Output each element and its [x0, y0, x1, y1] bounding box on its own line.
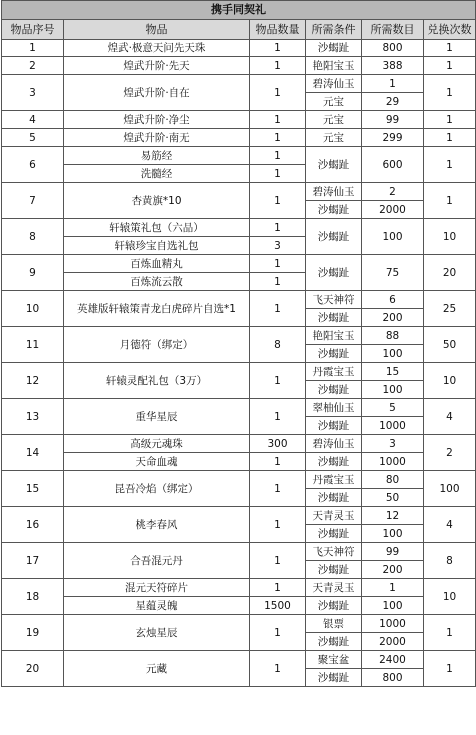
required-condition: 沙蝎趾: [306, 345, 362, 363]
item-name: 杏黄旗*10: [64, 183, 250, 219]
table-row: [2, 129, 476, 147]
required-condition: 飞天神符: [306, 543, 362, 561]
exchange-times: 25: [424, 291, 476, 327]
item-number: 17: [2, 543, 64, 579]
header-required-amount: 所需数目: [362, 20, 424, 40]
item-number: 15: [2, 471, 64, 507]
required-amount: 2000: [362, 201, 424, 219]
exchange-times: 1: [424, 183, 476, 219]
table-row: [2, 291, 476, 309]
item-name: 昆吾冷焰（绑定）: [64, 471, 250, 507]
required-condition: 沙蝎趾: [306, 561, 362, 579]
required-amount: 600: [362, 147, 424, 183]
item-quantity: 1: [250, 363, 306, 399]
required-condition: 元宝: [306, 129, 362, 147]
exchange-times: 1: [424, 615, 476, 651]
required-condition: 沙蝎趾: [306, 525, 362, 543]
table-row: [2, 327, 476, 345]
exchange-table: [1, 0, 476, 687]
item-quantity: 1: [250, 75, 306, 111]
required-condition: 翠柚仙玉: [306, 399, 362, 417]
exchange-times: 1: [424, 129, 476, 147]
required-condition: 沙蝎趾: [306, 489, 362, 507]
required-condition: 元宝: [306, 93, 362, 111]
item-quantity: 1: [250, 255, 306, 273]
required-condition: 沙蝎趾: [306, 381, 362, 399]
item-quantity: 1500: [250, 597, 306, 615]
required-amount: 2000: [362, 633, 424, 651]
required-condition: 沙蝎趾: [306, 201, 362, 219]
item-name: 元藏: [64, 651, 250, 687]
required-amount: 15: [362, 363, 424, 381]
item-quantity: 1: [250, 291, 306, 327]
required-condition: 天青灵玉: [306, 507, 362, 525]
item-name: 桃李春风: [64, 507, 250, 543]
item-name: 轩辕灵配礼包（3万）: [64, 363, 250, 399]
required-condition: 碧涛仙玉: [306, 75, 362, 93]
item-number: 5: [2, 129, 64, 147]
item-name: 高级元魂珠: [64, 435, 250, 453]
required-condition: 沙蝎趾: [306, 219, 362, 255]
item-quantity: 1: [250, 651, 306, 687]
table-row: [2, 147, 476, 165]
exchange-times: 4: [424, 399, 476, 435]
required-amount: 80: [362, 471, 424, 489]
required-condition: 天青灵玉: [306, 579, 362, 597]
table-row: [2, 651, 476, 669]
required-amount: 1000: [362, 417, 424, 435]
table-row: [2, 453, 476, 471]
required-amount: 1: [362, 75, 424, 93]
required-amount: 50: [362, 489, 424, 507]
table-row: [2, 111, 476, 129]
table-row: [2, 219, 476, 237]
required-amount: 100: [362, 597, 424, 615]
table-row: [2, 435, 476, 453]
item-quantity: 1: [250, 219, 306, 237]
exchange-times: 1: [424, 57, 476, 75]
required-amount: 1000: [362, 615, 424, 633]
required-amount: 100: [362, 345, 424, 363]
required-condition: 银票: [306, 615, 362, 633]
item-name: 重华星辰: [64, 399, 250, 435]
header-item-no: 物品序号: [2, 20, 64, 40]
item-quantity: 1: [250, 40, 306, 57]
required-condition: 丹霞宝玉: [306, 363, 362, 381]
required-condition: 沙蝎趾: [306, 633, 362, 651]
header-item-qty: 物品数量: [250, 20, 306, 40]
item-quantity: 1: [250, 615, 306, 651]
required-amount: 200: [362, 309, 424, 327]
required-amount: 299: [362, 129, 424, 147]
required-amount: 3: [362, 435, 424, 453]
item-number: 8: [2, 219, 64, 255]
item-name: 玄烛星辰: [64, 615, 250, 651]
item-name: 合吾混元丹: [64, 543, 250, 579]
required-condition: 飞天神符: [306, 291, 362, 309]
required-condition: 沙蝎趾: [306, 417, 362, 435]
exchange-times: 1: [424, 111, 476, 129]
required-amount: 2400: [362, 651, 424, 669]
table-row: [2, 363, 476, 381]
required-amount: 75: [362, 255, 424, 291]
header-item: 物品: [64, 20, 250, 40]
required-condition: 艳阳宝玉: [306, 327, 362, 345]
item-quantity: 1: [250, 273, 306, 291]
item-name: 煌武升阶·南无: [64, 129, 250, 147]
item-quantity: 1: [250, 579, 306, 597]
required-amount: 2: [362, 183, 424, 201]
item-quantity: 1: [250, 399, 306, 435]
item-name: 轩辕珍宝自选礼包: [64, 237, 250, 255]
exchange-times: 8: [424, 543, 476, 579]
item-quantity: 8: [250, 327, 306, 363]
exchange-times: 100: [424, 471, 476, 507]
item-number: 7: [2, 183, 64, 219]
item-number: 6: [2, 147, 64, 183]
table-row: [2, 471, 476, 489]
required-condition: 沙蝎趾: [306, 453, 362, 471]
item-quantity: 1: [250, 183, 306, 219]
item-quantity: 1: [250, 57, 306, 75]
table-row: [2, 75, 476, 93]
required-amount: 1000: [362, 453, 424, 471]
item-quantity: 1: [250, 111, 306, 129]
item-name: 煌武升阶·自在: [64, 75, 250, 111]
exchange-times: 10: [424, 219, 476, 255]
required-condition: 丹霞宝玉: [306, 471, 362, 489]
header-condition: 所需条件: [306, 20, 362, 40]
header-exchange-times: 兑换次数: [424, 20, 476, 40]
table-row: [2, 40, 476, 57]
required-condition: 沙蝎趾: [306, 597, 362, 615]
item-name: 煌武升阶·先天: [64, 57, 250, 75]
required-amount: 100: [362, 219, 424, 255]
required-condition: 碧涛仙玉: [306, 183, 362, 201]
item-quantity: 1: [250, 471, 306, 507]
exchange-times: 20: [424, 255, 476, 291]
item-number: 12: [2, 363, 64, 399]
required-amount: 100: [362, 525, 424, 543]
item-number: 1: [2, 40, 64, 57]
table-row: [2, 183, 476, 201]
item-number: 19: [2, 615, 64, 651]
table-row: [2, 57, 476, 75]
item-quantity: 1: [250, 129, 306, 147]
required-condition: 沙蝎趾: [306, 147, 362, 183]
item-number: 13: [2, 399, 64, 435]
item-name: 轩辕策礼包（六品）: [64, 219, 250, 237]
exchange-times: 2: [424, 435, 476, 471]
required-amount: 99: [362, 543, 424, 561]
item-name: 百炼血精丸: [64, 255, 250, 273]
item-name: 英雄版轩辕策青龙白虎碎片自选*1: [64, 291, 250, 327]
exchange-times: 10: [424, 363, 476, 399]
item-quantity: 1: [250, 453, 306, 471]
item-name: 煌武·极意天问先天珠: [64, 40, 250, 57]
table-row: [2, 597, 476, 615]
required-amount: 388: [362, 57, 424, 75]
item-name: 煌武升阶·净尘: [64, 111, 250, 129]
table-row: [2, 615, 476, 633]
item-number: 11: [2, 327, 64, 363]
required-amount: 800: [362, 40, 424, 57]
item-number: 16: [2, 507, 64, 543]
item-number: 10: [2, 291, 64, 327]
item-name: 百炼流云散: [64, 273, 250, 291]
item-quantity: 1: [250, 507, 306, 543]
item-number: 9: [2, 255, 64, 291]
required-condition: 艳阳宝玉: [306, 57, 362, 75]
table-row: [2, 255, 476, 273]
required-amount: 99: [362, 111, 424, 129]
required-amount: 88: [362, 327, 424, 345]
table-row: [2, 399, 476, 417]
required-amount: 100: [362, 381, 424, 399]
item-name: 易筋经: [64, 147, 250, 165]
exchange-times: 1: [424, 651, 476, 687]
required-condition: 碧涛仙玉: [306, 435, 362, 453]
item-quantity: 3: [250, 237, 306, 255]
table-row: [2, 507, 476, 525]
exchange-times: 1: [424, 40, 476, 57]
exchange-times: 10: [424, 579, 476, 615]
required-amount: 1: [362, 579, 424, 597]
item-name: 天命血魂: [64, 453, 250, 471]
item-quantity: 1: [250, 165, 306, 183]
item-number: 20: [2, 651, 64, 687]
exchange-times: 50: [424, 327, 476, 363]
required-condition: 沙蝎趾: [306, 669, 362, 687]
required-amount: 29: [362, 93, 424, 111]
required-condition: 沙蝎趾: [306, 309, 362, 327]
item-number: 2: [2, 57, 64, 75]
exchange-times: 1: [424, 75, 476, 111]
item-number: 14: [2, 435, 64, 471]
required-amount: 12: [362, 507, 424, 525]
required-condition: 沙蝎趾: [306, 40, 362, 57]
table-row: [2, 579, 476, 597]
item-number: 4: [2, 111, 64, 129]
required-condition: 沙蝎趾: [306, 255, 362, 291]
item-name: 混元天符碎片: [64, 579, 250, 597]
item-name: 月德符（绑定）: [64, 327, 250, 363]
item-name: 星蕴灵魄: [64, 597, 250, 615]
exchange-times: 1: [424, 147, 476, 183]
exchange-times: 4: [424, 507, 476, 543]
item-name: 洗髓经: [64, 165, 250, 183]
table-title: 携手同契礼: [2, 1, 476, 20]
required-amount: 6: [362, 291, 424, 309]
item-quantity: 1: [250, 543, 306, 579]
item-number: 3: [2, 75, 64, 111]
table-row: [2, 543, 476, 561]
required-amount: 800: [362, 669, 424, 687]
item-quantity: 300: [250, 435, 306, 453]
item-quantity: 1: [250, 147, 306, 165]
required-condition: 元宝: [306, 111, 362, 129]
required-amount: 200: [362, 561, 424, 579]
required-condition: 聚宝盆: [306, 651, 362, 669]
required-amount: 5: [362, 399, 424, 417]
item-number: 18: [2, 579, 64, 615]
